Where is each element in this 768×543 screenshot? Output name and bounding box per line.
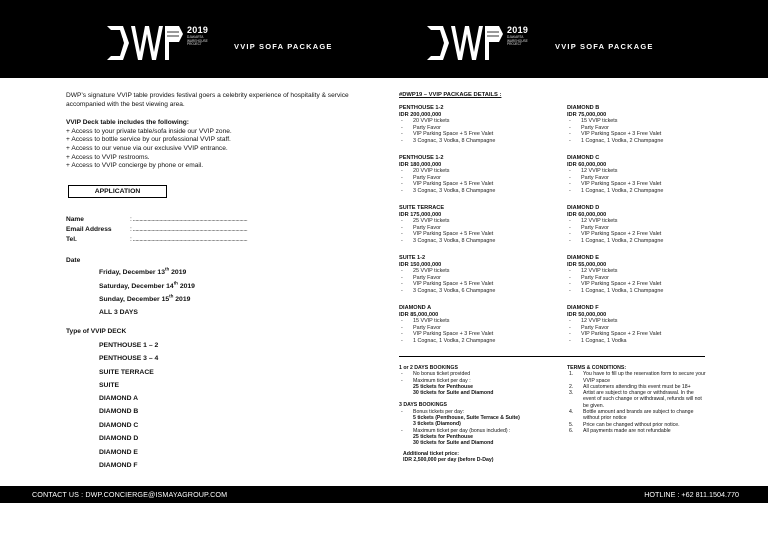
package-card: [567, 255, 727, 295]
date-option[interactable]: Saturday, December 14th 2019: [99, 280, 195, 290]
perk-item: + Access to your private table/sofa inside our VVIP zone.: [66, 127, 232, 135]
bookings-subitem: 5 tickets (Penthouse, Suite Terrace & Suite): [413, 415, 520, 422]
tel-field[interactable]: [66, 236, 247, 245]
deck-type-option[interactable]: SUITE: [99, 382, 120, 389]
package-price: IDR 60,000,000: [567, 211, 607, 218]
package-price: IDR 55,000,000: [567, 261, 607, 268]
deck-includes-title: VVIP Deck table includes the following:: [66, 119, 189, 127]
bookings-subitem: 30 tickets for Suite and Diamond: [413, 440, 494, 447]
footer-band: [0, 486, 768, 503]
name-fill-line[interactable]: : ......................................................................................: [130, 216, 248, 223]
date-option[interactable]: Friday, December 13th 2019: [99, 266, 187, 276]
package-item: - Party Favor: [399, 125, 559, 132]
hotline-number[interactable]: HOTLINE : +62 811.1504.770: [644, 490, 739, 499]
bookings-heading: 1 or 2 DAYS BOOKINGS: [399, 365, 458, 371]
bookings-item: - Bonus tickets per day:: [399, 409, 569, 415]
package-item: - 1 Cognac, 1 Vodka, 2 Champagne: [567, 188, 727, 195]
deck-type-option[interactable]: PENTHOUSE 3 – 4: [99, 355, 159, 362]
deck-type-option[interactable]: DIAMOND E: [99, 449, 138, 456]
package-price: IDR 60,000,000: [567, 161, 607, 168]
name-field[interactable]: [66, 216, 247, 225]
perk-item: + Access to VVIP restrooms.: [66, 153, 150, 161]
perk-item: + Access to VVIP concierge by phone or email.: [66, 162, 204, 170]
contact-email-link[interactable]: CONTACT US : DWP.CONCIERGE@ISMAYAGROUP.COM: [32, 490, 228, 499]
package-name: DIAMOND E: [567, 255, 600, 261]
bookings-item: - Maximum ticket per day :: [399, 378, 569, 384]
logo-year: 2019: [507, 25, 529, 35]
package-name: DIAMOND D: [567, 205, 600, 211]
date-option[interactable]: Sunday, December 15th 2019: [99, 293, 191, 303]
package-name: SUITE 1-2: [399, 255, 426, 261]
additional-ticket-price: IDR 2,500,000 per day (before D-Day): [403, 456, 494, 463]
package-name: PENTHOUSE 1-2: [399, 105, 444, 111]
deck-type-option[interactable]: SUITE TERRACE: [99, 369, 154, 376]
dwp-logo: [427, 26, 541, 60]
package-item: - VIP Parking Space + 2 Free Valet: [567, 231, 727, 238]
header-right: [384, 0, 768, 78]
dwp-logo-mark-icon: [427, 26, 503, 60]
package-price: IDR 200,000,000: [399, 111, 442, 118]
perk-item: + Access to bottle service by our professional VVIP staff.: [66, 136, 231, 144]
dwp-logo: [107, 26, 221, 60]
name-label: Name: [66, 216, 84, 223]
package-item: - VIP Parking Space + 3 Free Valet: [567, 181, 727, 188]
terms-item: 5. Price can be changed without prior notice.: [569, 421, 680, 428]
package-price: IDR 180,000,000: [399, 161, 442, 168]
bookings-subitem: 25 tickets for Penthouse: [413, 433, 473, 440]
intro-text: DWP’s signature VVIP table provides festival goers a celebrity experience of hospitality & service accompanied with the best viewing area.: [66, 92, 349, 108]
page-title: VVIP SOFA PACKAGE: [234, 42, 333, 51]
terms-item: 2. All customers attending this event must be 18+: [569, 383, 691, 390]
bookings-subitem: 30 tickets for Suite and Diamond: [413, 390, 494, 397]
package-price: IDR 175,000,000: [399, 211, 442, 218]
package-item: - VIP Parking Space + 5 Free Valet: [399, 231, 559, 238]
terms-heading: TERMS & CONDITIONS:: [567, 365, 627, 371]
bookings-item: - Maximum ticket per day (bonus included) :: [399, 428, 569, 434]
page-title: VVIP SOFA PACKAGE: [555, 42, 654, 51]
package-card: [399, 205, 559, 245]
terms-item: 4. Bottle amount and brands are subject to change without prior notice: [569, 409, 694, 422]
package-item: - 3 Cognac, 3 Vodka, 8 Champagne: [399, 238, 559, 245]
deck-type-option[interactable]: DIAMOND A: [99, 395, 139, 402]
package-item: - VIP Parking Space + 3 Free Valet: [567, 131, 727, 138]
package-item: - Party Favor: [399, 325, 559, 332]
package-card: [399, 155, 559, 195]
package-card: [399, 105, 559, 145]
deck-type-option[interactable]: DIAMOND D: [99, 435, 139, 442]
deck-type-option[interactable]: PENTHOUSE 1 – 2: [99, 342, 159, 349]
tel-label: Tel.: [66, 236, 77, 243]
email-field[interactable]: [66, 226, 247, 235]
terms-item: 6. All payments made are not refundable: [569, 427, 671, 434]
package-name: PENTHOUSE 1-2: [399, 155, 444, 161]
package-item: - 1 Cognac, 1 Vodka, 2 Champagne: [567, 138, 727, 145]
additional-ticket-title: Additional ticket price:: [403, 450, 459, 457]
bookings-item: - No bonus ticket provided: [399, 371, 569, 377]
bookings-subitem: 25 tickets for Penthouse: [413, 383, 473, 390]
package-item: - 25 VVIP tickets: [399, 218, 559, 225]
package-name: SUITE TERRACE: [399, 205, 445, 211]
package-card: [567, 105, 727, 145]
header-band: [0, 0, 768, 78]
package-item: - VIP Parking Space + 5 Free Valet: [399, 181, 559, 188]
deck-type-option[interactable]: DIAMOND B: [99, 408, 139, 415]
package-card: [399, 305, 559, 345]
package-item: - 3 Cognac, 3 Vodka, 8 Champagne: [399, 138, 559, 145]
package-item: - 20 VVIP tickets: [399, 168, 559, 175]
terms-item: 3. Artist are subject to change or withdrawal. In the event of such change or withdrawal, refunds will not be given.: [569, 390, 702, 409]
package-item: - 15 VVIP tickets: [567, 118, 727, 125]
package-item: - Party Favor: [399, 175, 559, 182]
package-item: - 12 VVIP tickets: [567, 268, 727, 275]
package-price: IDR 85,000,000: [399, 311, 439, 318]
deck-type-option[interactable]: DIAMOND C: [99, 422, 139, 429]
perk-item: + Access to our venue via our exclusive VVIP entrance.: [66, 144, 228, 152]
package-item: - VIP Parking Space + 5 Free Valet: [399, 131, 559, 138]
logo-year: 2019: [187, 25, 209, 35]
package-item: - 12 VVIP tickets: [567, 218, 727, 225]
package-item: - Party Favor: [567, 325, 727, 332]
application-column: [66, 92, 366, 469]
package-item: - 20 VVIP tickets: [399, 118, 559, 125]
package-item: - Party Favor: [567, 275, 727, 282]
package-item: - Party Favor: [567, 175, 727, 182]
logo-subtitle: DJAKARTA WAREHOUSE PROJECT: [507, 35, 528, 47]
deck-type-label: Type of VVIP DECK: [66, 328, 127, 335]
dwp-logo-mark-icon: [107, 26, 183, 60]
logo-subtitle: DJAKARTA WAREHOUSE PROJECT: [187, 35, 208, 47]
package-item: - 12 VVIP tickets: [567, 168, 727, 175]
package-item: - VIP Parking Space + 2 Free Valet: [567, 281, 727, 288]
package-item: - 1 Cognac, 1 Vodka, 1 Champagne: [567, 288, 727, 295]
terms-conditions: [567, 365, 707, 434]
package-card: [399, 255, 559, 295]
package-item: - 3 Cognac, 3 Vodka, 6 Champagne: [399, 288, 559, 295]
package-card: [567, 155, 727, 195]
package-item: - Party Favor: [567, 125, 727, 132]
package-name: DIAMOND F: [567, 305, 599, 311]
package-item: - Party Favor: [567, 225, 727, 232]
package-item: - Party Favor: [399, 225, 559, 232]
package-card: [567, 305, 727, 345]
application-heading: APPLICATION: [68, 185, 167, 198]
bookings-info: [399, 365, 569, 463]
section-divider: [399, 356, 705, 357]
package-item: - 15 VVIP tickets: [399, 318, 559, 325]
package-item: - 3 Cognac, 3 Vodka, 8 Champagne: [399, 188, 559, 195]
package-card: [567, 205, 727, 245]
package-item: - VIP Parking Space + 3 Free Valet: [399, 331, 559, 338]
package-item: - 1 Cognac, 1 Vodka, 2 Champagne: [567, 238, 727, 245]
package-price: IDR 50,000,000: [567, 311, 607, 318]
package-item: - 1 Cognac, 1 Vodka: [567, 338, 727, 345]
package-item: - VIP Parking Space + 2 Free Valet: [567, 331, 727, 338]
email-label: Email Address: [66, 226, 112, 233]
package-name: DIAMOND A: [399, 305, 432, 311]
package-details: [399, 92, 709, 344]
package-price: IDR 150,000,000: [399, 261, 442, 268]
package-item: - 1 Cognac, 1 Vodka, 2 Champagne: [399, 338, 559, 345]
date-label: Date: [66, 257, 81, 264]
package-name: DIAMOND C: [567, 155, 600, 161]
package-price: IDR 75,000,000: [567, 111, 607, 118]
package-details-title: #DWP19 – VVIP PACKAGE DETAILS :: [399, 92, 502, 98]
tel-fill-line[interactable]: : ......................................................................................: [130, 236, 248, 243]
email-fill-line[interactable]: : ......................................................................................: [130, 226, 248, 233]
deck-type-option[interactable]: DIAMOND F: [99, 462, 138, 469]
package-item: - 12 VVIP tickets: [567, 318, 727, 325]
package-name: DIAMOND B: [567, 105, 600, 111]
header-left: [0, 0, 384, 78]
package-item: - VIP Parking Space + 5 Free Valet: [399, 281, 559, 288]
bookings-heading: 3 DAYS BOOKINGS: [399, 402, 447, 409]
package-item: - 25 VVIP tickets: [399, 268, 559, 275]
date-option-all-days[interactable]: ALL 3 DAYS: [99, 309, 138, 316]
bookings-subitem: 3 tickets (Diamond): [413, 421, 461, 428]
package-item: - Party Favor: [399, 275, 559, 282]
terms-item: 1. You have to fill up the reservation form to secure your VVIP space: [569, 371, 706, 384]
